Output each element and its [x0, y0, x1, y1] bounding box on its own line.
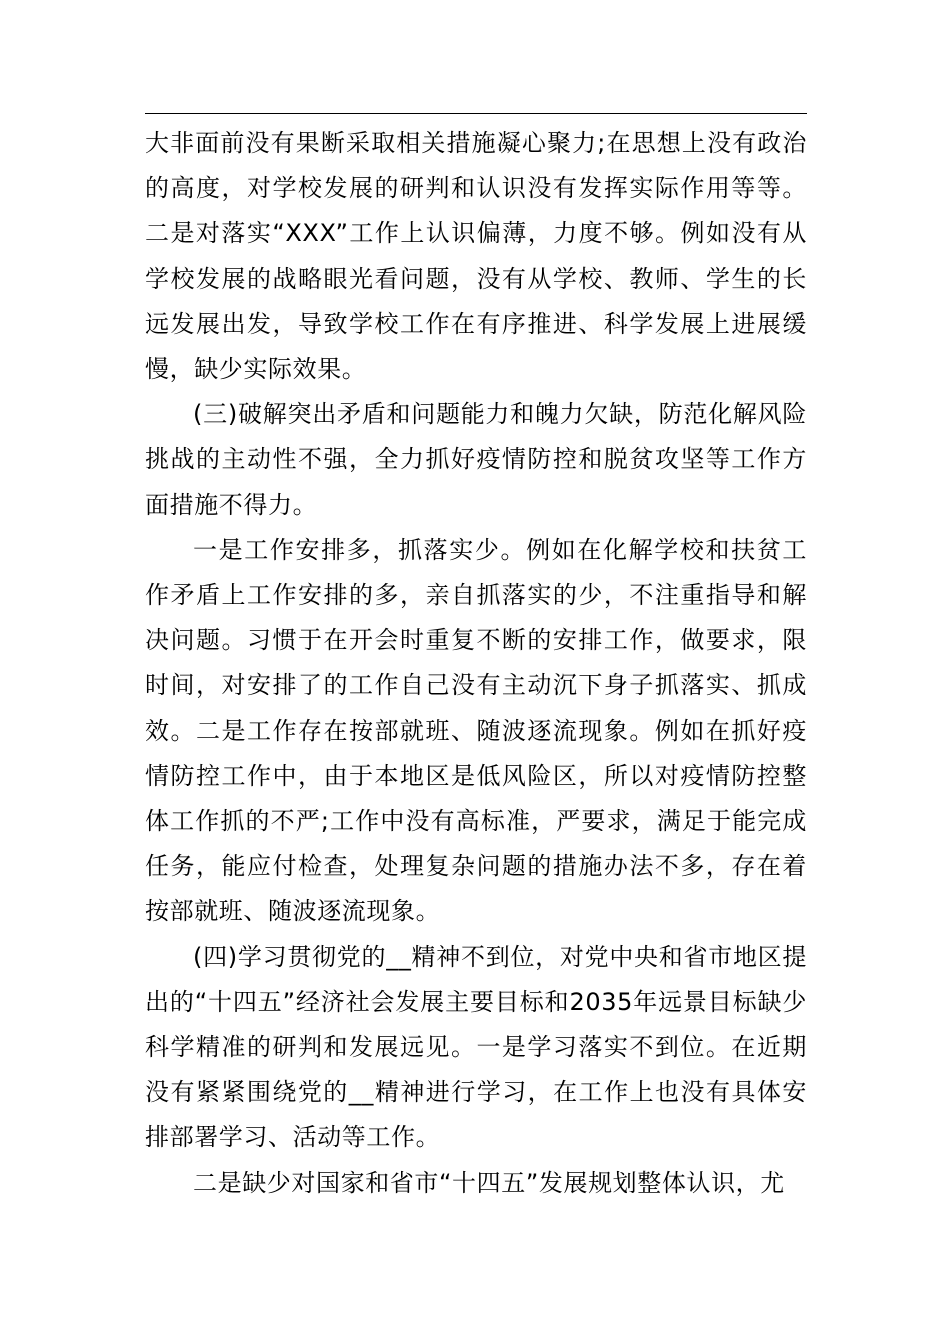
document-body [145, 121, 807, 1206]
paragraph-3: 一是工作安排多，抓落实少。例如在化解学校和扶贫工作矛盾上工作安排的多，亲自抓落实的少，不注重指导和解决问题。习惯于在开会时重复不断的安排工作，做要求，限时间，对安排了的工作自己没有主动沉下身子抓落实、抓成效。二是工作存在按部就班、随波逐流现象。例如在抓好疫情防控工作中，由于本地区是低风险区，所以对疫情防控整体工作抓的不严;工作中没有高标准，严要求，满足于能完成任务，能应付检查，处理复杂问题的措施办法不多，存在着按部就班、随波逐流现象。 [145, 535, 807, 926]
paragraph-1: 大非面前没有果断采取相关措施凝心聚力;在思想上没有政治的高度，对学校发展的研判和认识没有发挥实际作用等等。二是对落实“XXX”工作上认识偏薄，力度不够。例如没有从学校发展的战略眼光看问题，没有从学校、教师、学生的长远发展出发，导致学校工作在有序推进、科学发展上进展缓慢，缺少实际效果。 [145, 129, 807, 384]
paragraph-5: 二是缺少对国家和省市“十四五”发展规划整体认识，尤 [193, 1168, 785, 1197]
header-rule [145, 113, 807, 114]
paragraph-2: (三)破解突出矛盾和问题能力和魄力欠缺，防范化解风险挑战的主动性不强，全力抓好疫情防控和脱贫攻坚等工作方面措施不得力。 [145, 400, 807, 519]
paragraph-4: (四)学习贯彻党的__精神不到位，对党中央和省市地区提出的“十四五”经济社会发展主要目标和2035年远景目标缺少科学精准的研判和发展远见。一是学习落实不到位。在近期没有紧紧围绕党的__精神进行学习，在工作上也没有具体安排部署学习、活动等工作。 [145, 942, 807, 1152]
